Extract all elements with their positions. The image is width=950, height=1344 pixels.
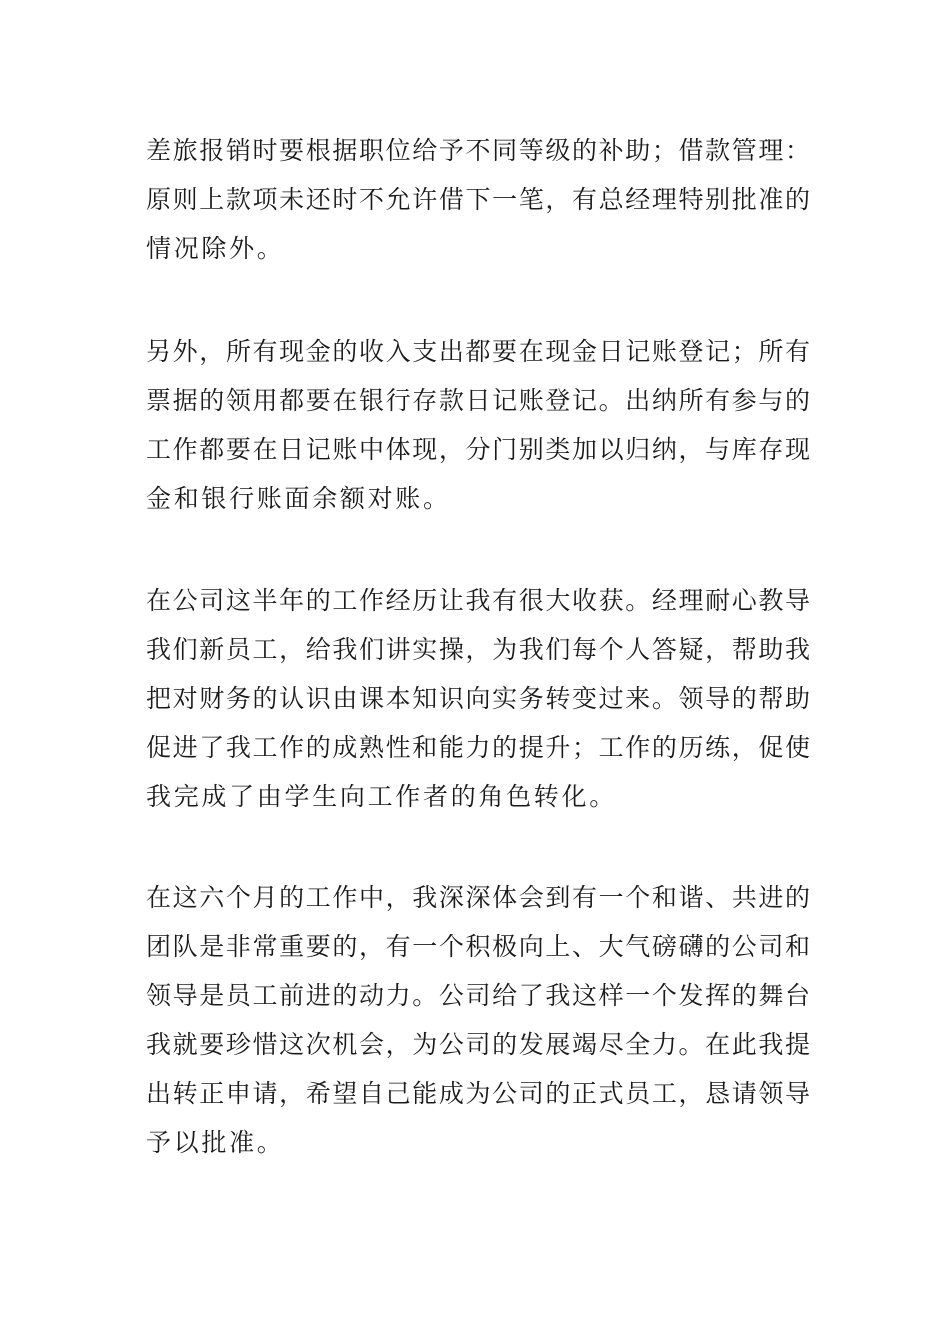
text-line: 原则上款项未还时不允许借下一笔，有总经理特别批准的	[146, 185, 810, 214]
text-line: 予以批准。	[146, 1128, 285, 1157]
text-line: 我完成了由学生向工作者的角色转化。	[146, 782, 617, 811]
text-line: 在这六个月的工作中，我深深体会到有一个和谐、共进的	[146, 883, 810, 912]
text-line: 团队是非常重要的，有一个积极向上、大气磅礴的公司和	[146, 932, 810, 961]
text-line: 情况除外。	[146, 234, 285, 263]
paragraph-expense-and-loan-rules	[146, 126, 810, 273]
text-line: 金和银行账面余额对账。	[146, 484, 451, 513]
text-line: 促进了我工作的成熟性和能力的提升；工作的历练，促使	[146, 733, 810, 762]
text-line: 出转正申请，希望自己能成为公司的正式员工，恳请领导	[146, 1079, 810, 1108]
text-line: 差旅报销时要根据职位给予不同等级的补助；借款管理：	[146, 136, 810, 165]
text-line: 在公司这半年的工作经历让我有很大收获。经理耐心教导	[146, 586, 810, 615]
paragraph-half-year-experience	[146, 576, 810, 821]
text-line: 领导是员工前进的动力。公司给了我这样一个发挥的舞台	[146, 981, 810, 1010]
text-line: 我就要珍惜这次机会，为公司的发展竭尽全力。在此我提	[146, 1030, 810, 1059]
text-line: 我们新员工，给我们讲实操，为我们每个人答疑，帮助我	[146, 635, 810, 664]
paragraph-regularization-request	[146, 873, 810, 1167]
text-line: 工作都要在日记账中体现，分门别类加以归纳，与库存现	[146, 435, 810, 464]
paragraph-cash-journal	[146, 327, 810, 523]
text-line: 另外，所有现金的收入支出都要在现金日记账登记；所有	[146, 337, 810, 366]
text-line: 票据的领用都要在银行存款日记账登记。出纳所有参与的	[146, 386, 810, 415]
text-line: 把对财务的认识由课本知识向实务转变过来。领导的帮助	[146, 684, 810, 713]
